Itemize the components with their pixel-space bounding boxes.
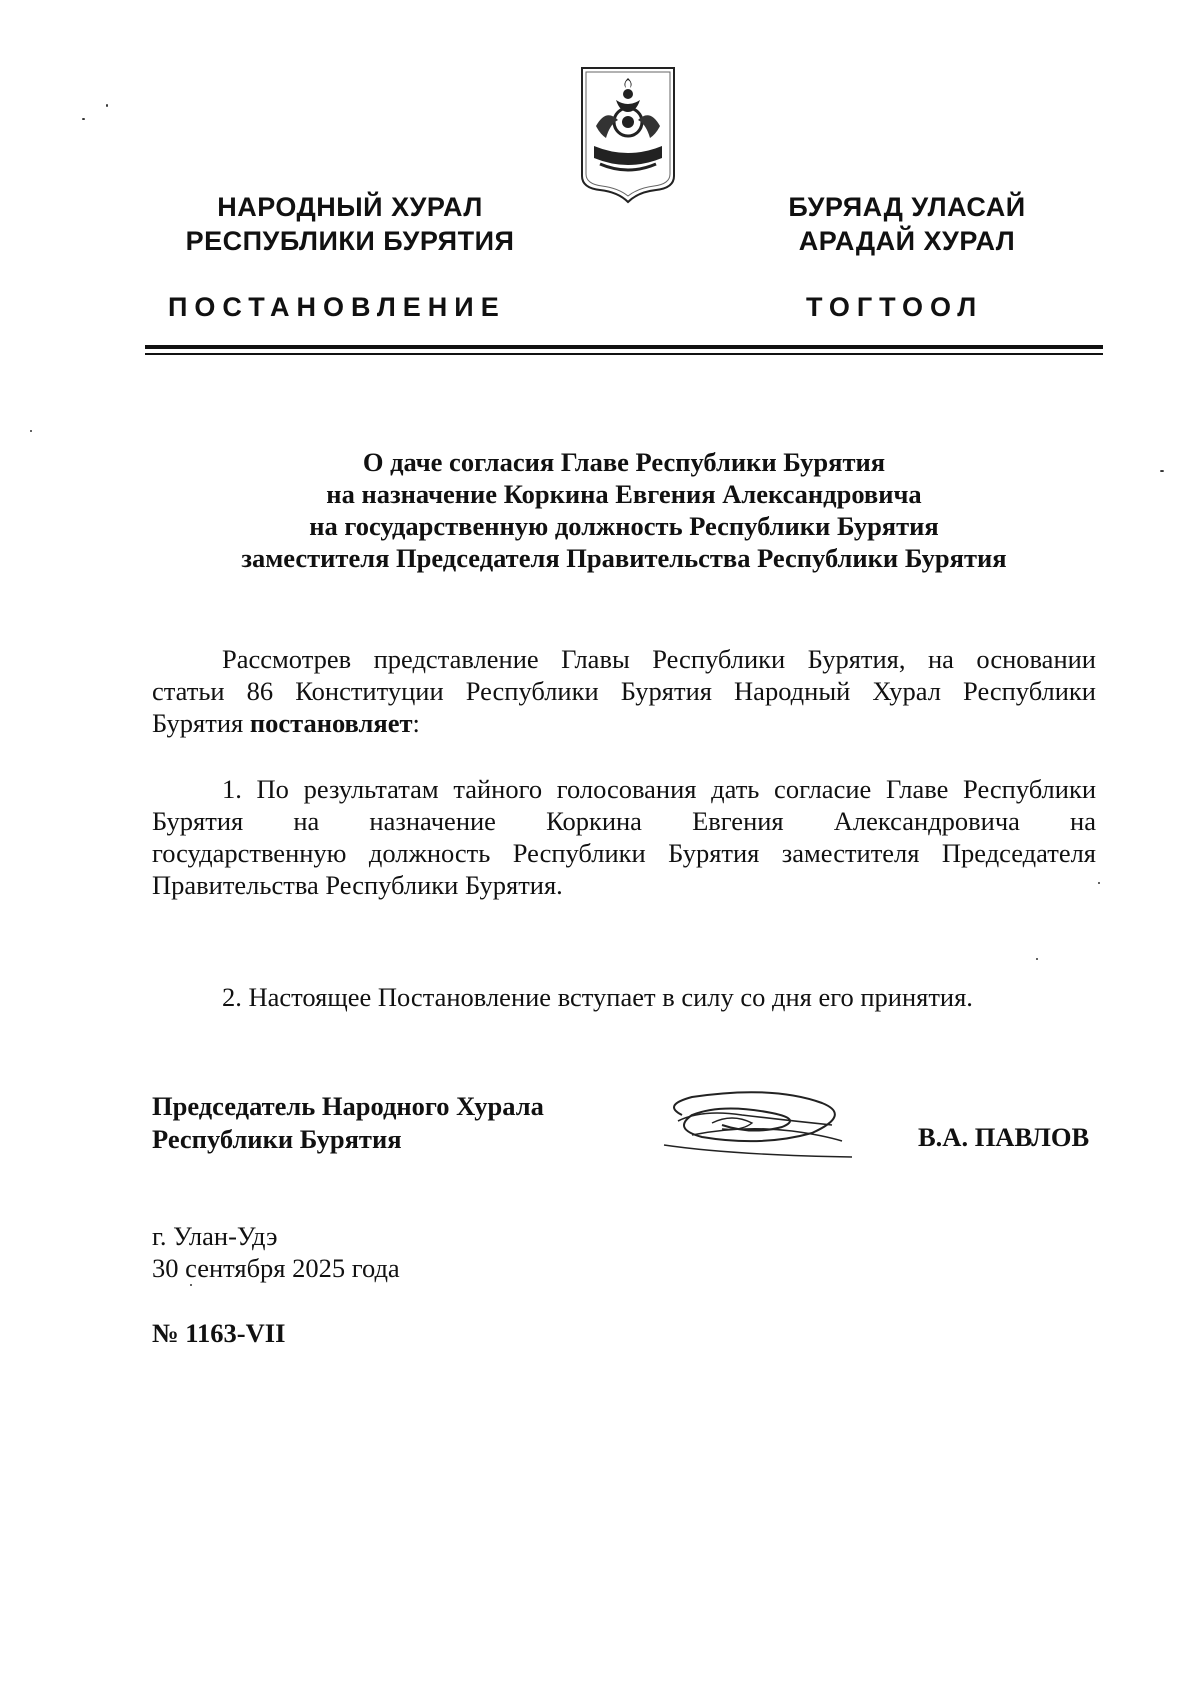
document-number: № 1163-VII [152, 1318, 286, 1348]
org-name-russian [160, 190, 540, 258]
signatory-role-line1: Председатель Народного Хурала [152, 1091, 544, 1121]
clause-2 [152, 981, 1096, 1013]
header-divider-thick [145, 345, 1103, 349]
scan-speck [1160, 470, 1164, 472]
doctype-russian: ПОСТАНОВЛЕНИЕ [168, 292, 506, 322]
title-line2: на назначение Коркина Евгения Александровича [326, 479, 922, 509]
signatory-role [152, 1090, 544, 1156]
org-name-buryat-line2: АРАДАЙ ХУРАЛ [798, 226, 1016, 256]
place-and-date [152, 1220, 400, 1284]
clause2-text: 2. Настоящее Постановление вступает в силу со дня его принятия. [222, 982, 973, 1012]
clause-1 [152, 773, 1096, 901]
signatory-name: В.А. ПАВЛОВ [918, 1122, 1090, 1152]
header-divider-thin [145, 353, 1103, 355]
title-line1: О даче согласия Главе Республики Бурятия [362, 447, 886, 477]
scan-speck [1098, 882, 1100, 884]
scan-speck [30, 430, 32, 432]
scan-speck [82, 118, 85, 120]
clause1-line1: 1. По результатам тайного голосования дать согласие Главе Республики [222, 774, 1096, 804]
preamble-colon: : [412, 708, 420, 738]
preamble-paragraph [152, 643, 1096, 739]
coat-of-arms-icon [576, 64, 680, 204]
scan-speck [1036, 958, 1038, 960]
scan-speck [106, 104, 108, 107]
signatory-role-line2: Республики Бурятия [152, 1124, 402, 1154]
preamble-resolves: постановляет [249, 708, 413, 738]
title-line4: заместителя Председателя Правительства Республики Бурятия [241, 543, 1007, 573]
clause1-line4: Правительства Республики Бурятия. [152, 870, 563, 900]
date: 30 сентября 2025 года [152, 1253, 400, 1283]
clause1-line2: Бурятия на назначение Коркина Евгения Александровича на [152, 806, 1096, 836]
preamble-line3 [152, 707, 1096, 739]
org-name-buryat-line1: БУРЯАД УЛАСАЙ [788, 192, 1026, 222]
org-name-line2: РЕСПУБЛИКИ БУРЯТИЯ [185, 226, 515, 256]
preamble-line3-prefix: Бурятия [152, 708, 250, 738]
document-title [150, 446, 1098, 574]
preamble-line2: статьи 86 Конституции Республики Бурятия Народный Хурал Республики [152, 676, 1096, 706]
org-name-buryat [752, 190, 1062, 258]
clause1-line3: государственную должность Республики Бурятия заместителя Председателя [152, 838, 1096, 868]
handwritten-signature [652, 1085, 862, 1165]
org-name-line1: НАРОДНЫЙ ХУРАЛ [217, 192, 483, 222]
city: г. Улан-Удэ [152, 1221, 278, 1251]
doctype-buryat: ТОГТООЛ [806, 292, 984, 322]
preamble-line1: Рассмотрев представление Главы Республики Бурятия, на основании [222, 644, 1096, 674]
title-line3: на государственную должность Республики Бурятия [309, 511, 939, 541]
scan-speck [190, 1284, 192, 1286]
